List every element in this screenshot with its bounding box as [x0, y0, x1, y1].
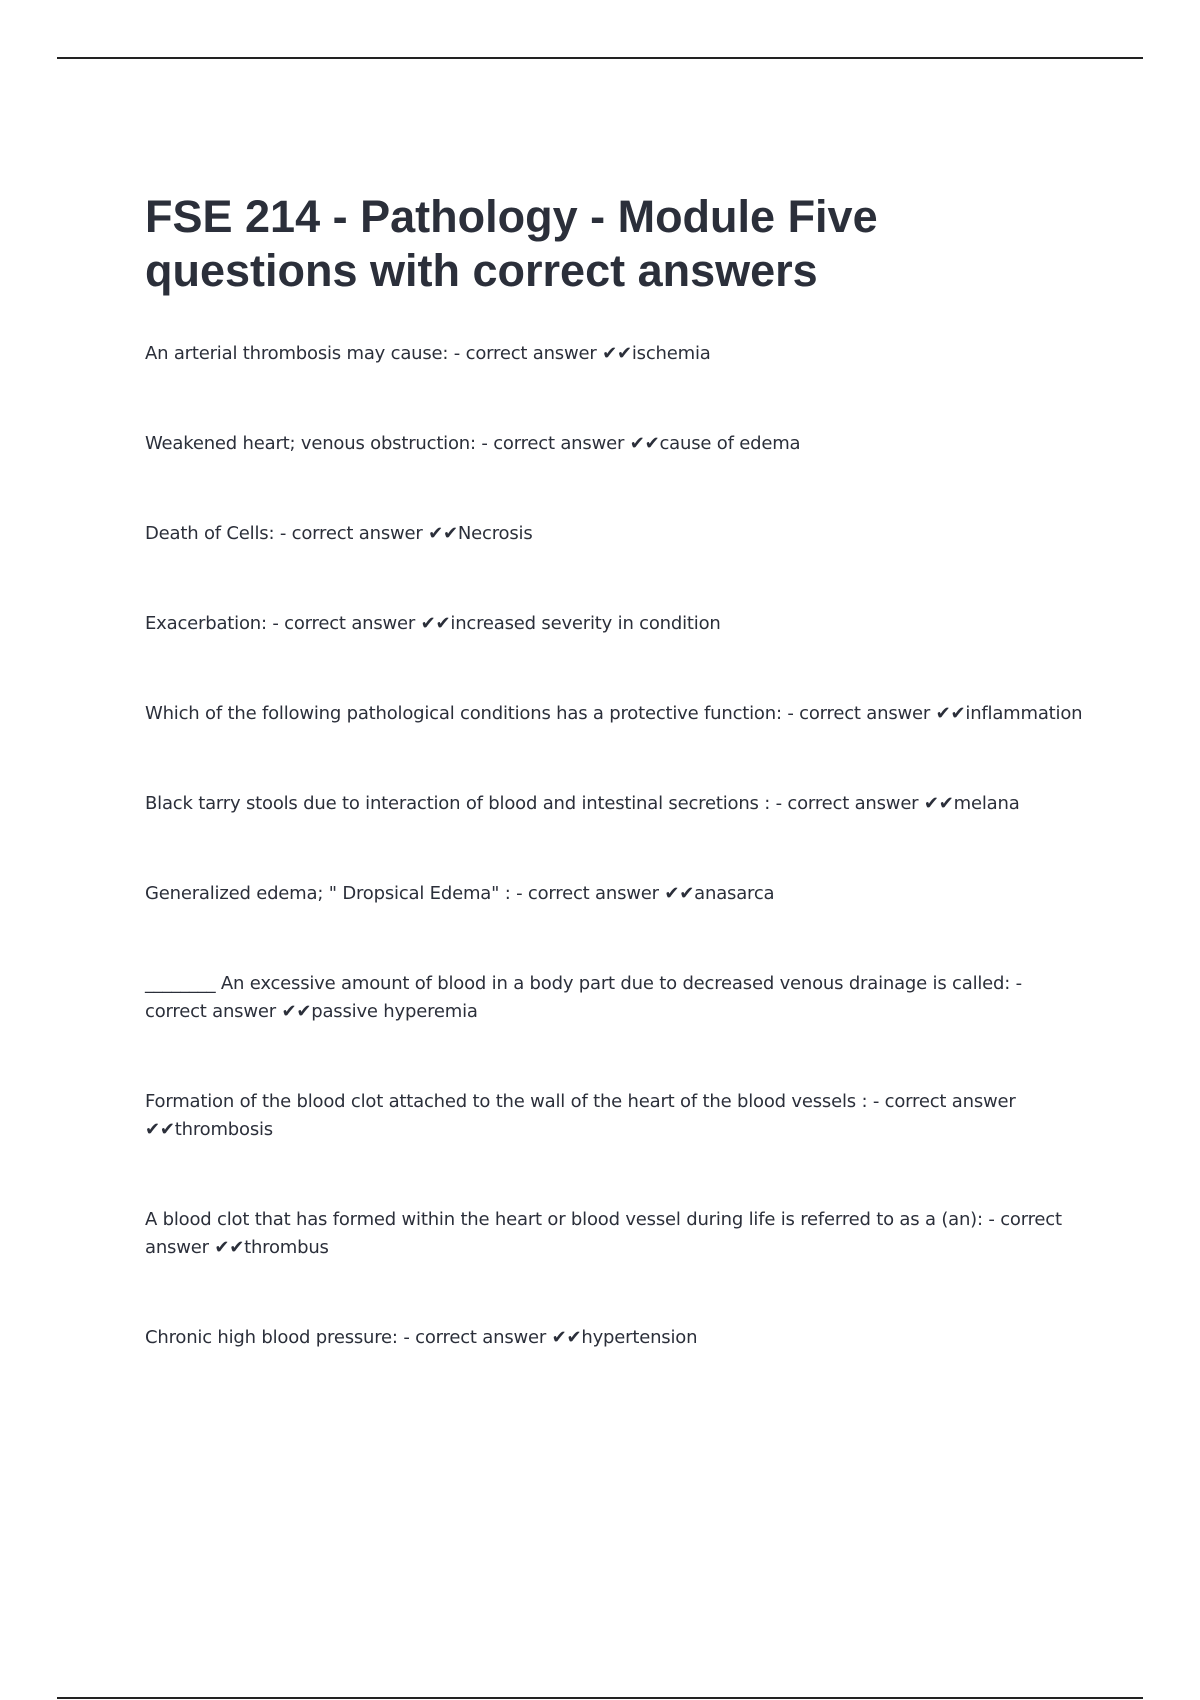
qa-item: ________ An excessive amount of blood in a body part due to decreased venous drainage is called: - correct answer ✔✔passive hyperemia	[145, 973, 1022, 1022]
qa-item: Black tarry stools due to interaction of blood and intestinal secretions : - correct answer ✔✔melana	[145, 793, 1020, 814]
qa-item: Weakened heart; venous obstruction: - correct answer ✔✔cause of edema	[145, 433, 801, 454]
qa-item: A blood clot that has formed within the heart or blood vessel during life is referred to as a (an): - correct answer ✔✔thrombus	[145, 1209, 1062, 1258]
qa-item: Death of Cells: - correct answer ✔✔Necrosis	[145, 523, 533, 544]
document-title: FSE 214 - Pathology - Module Five questions with correct answers	[145, 191, 878, 296]
qa-list	[145, 340, 1085, 1352]
top-divider	[57, 57, 1143, 59]
bottom-divider	[57, 1697, 1143, 1699]
document-body	[145, 190, 1085, 1414]
qa-item: Chronic high blood pressure: - correct answer ✔✔hypertension	[145, 1327, 698, 1348]
qa-item: An arterial thrombosis may cause: - correct answer ✔✔ischemia	[145, 343, 711, 364]
qa-item: Exacerbation: - correct answer ✔✔increased severity in condition	[145, 613, 721, 634]
qa-item: Generalized edema; " Dropsical Edema" : - correct answer ✔✔anasarca	[145, 883, 775, 904]
qa-item: Formation of the blood clot attached to the wall of the heart of the blood vessels : - correct answer ✔✔thrombosis	[145, 1091, 1016, 1140]
qa-item: Which of the following pathological conditions has a protective function: - correct answer ✔✔inflammation	[145, 703, 1083, 724]
